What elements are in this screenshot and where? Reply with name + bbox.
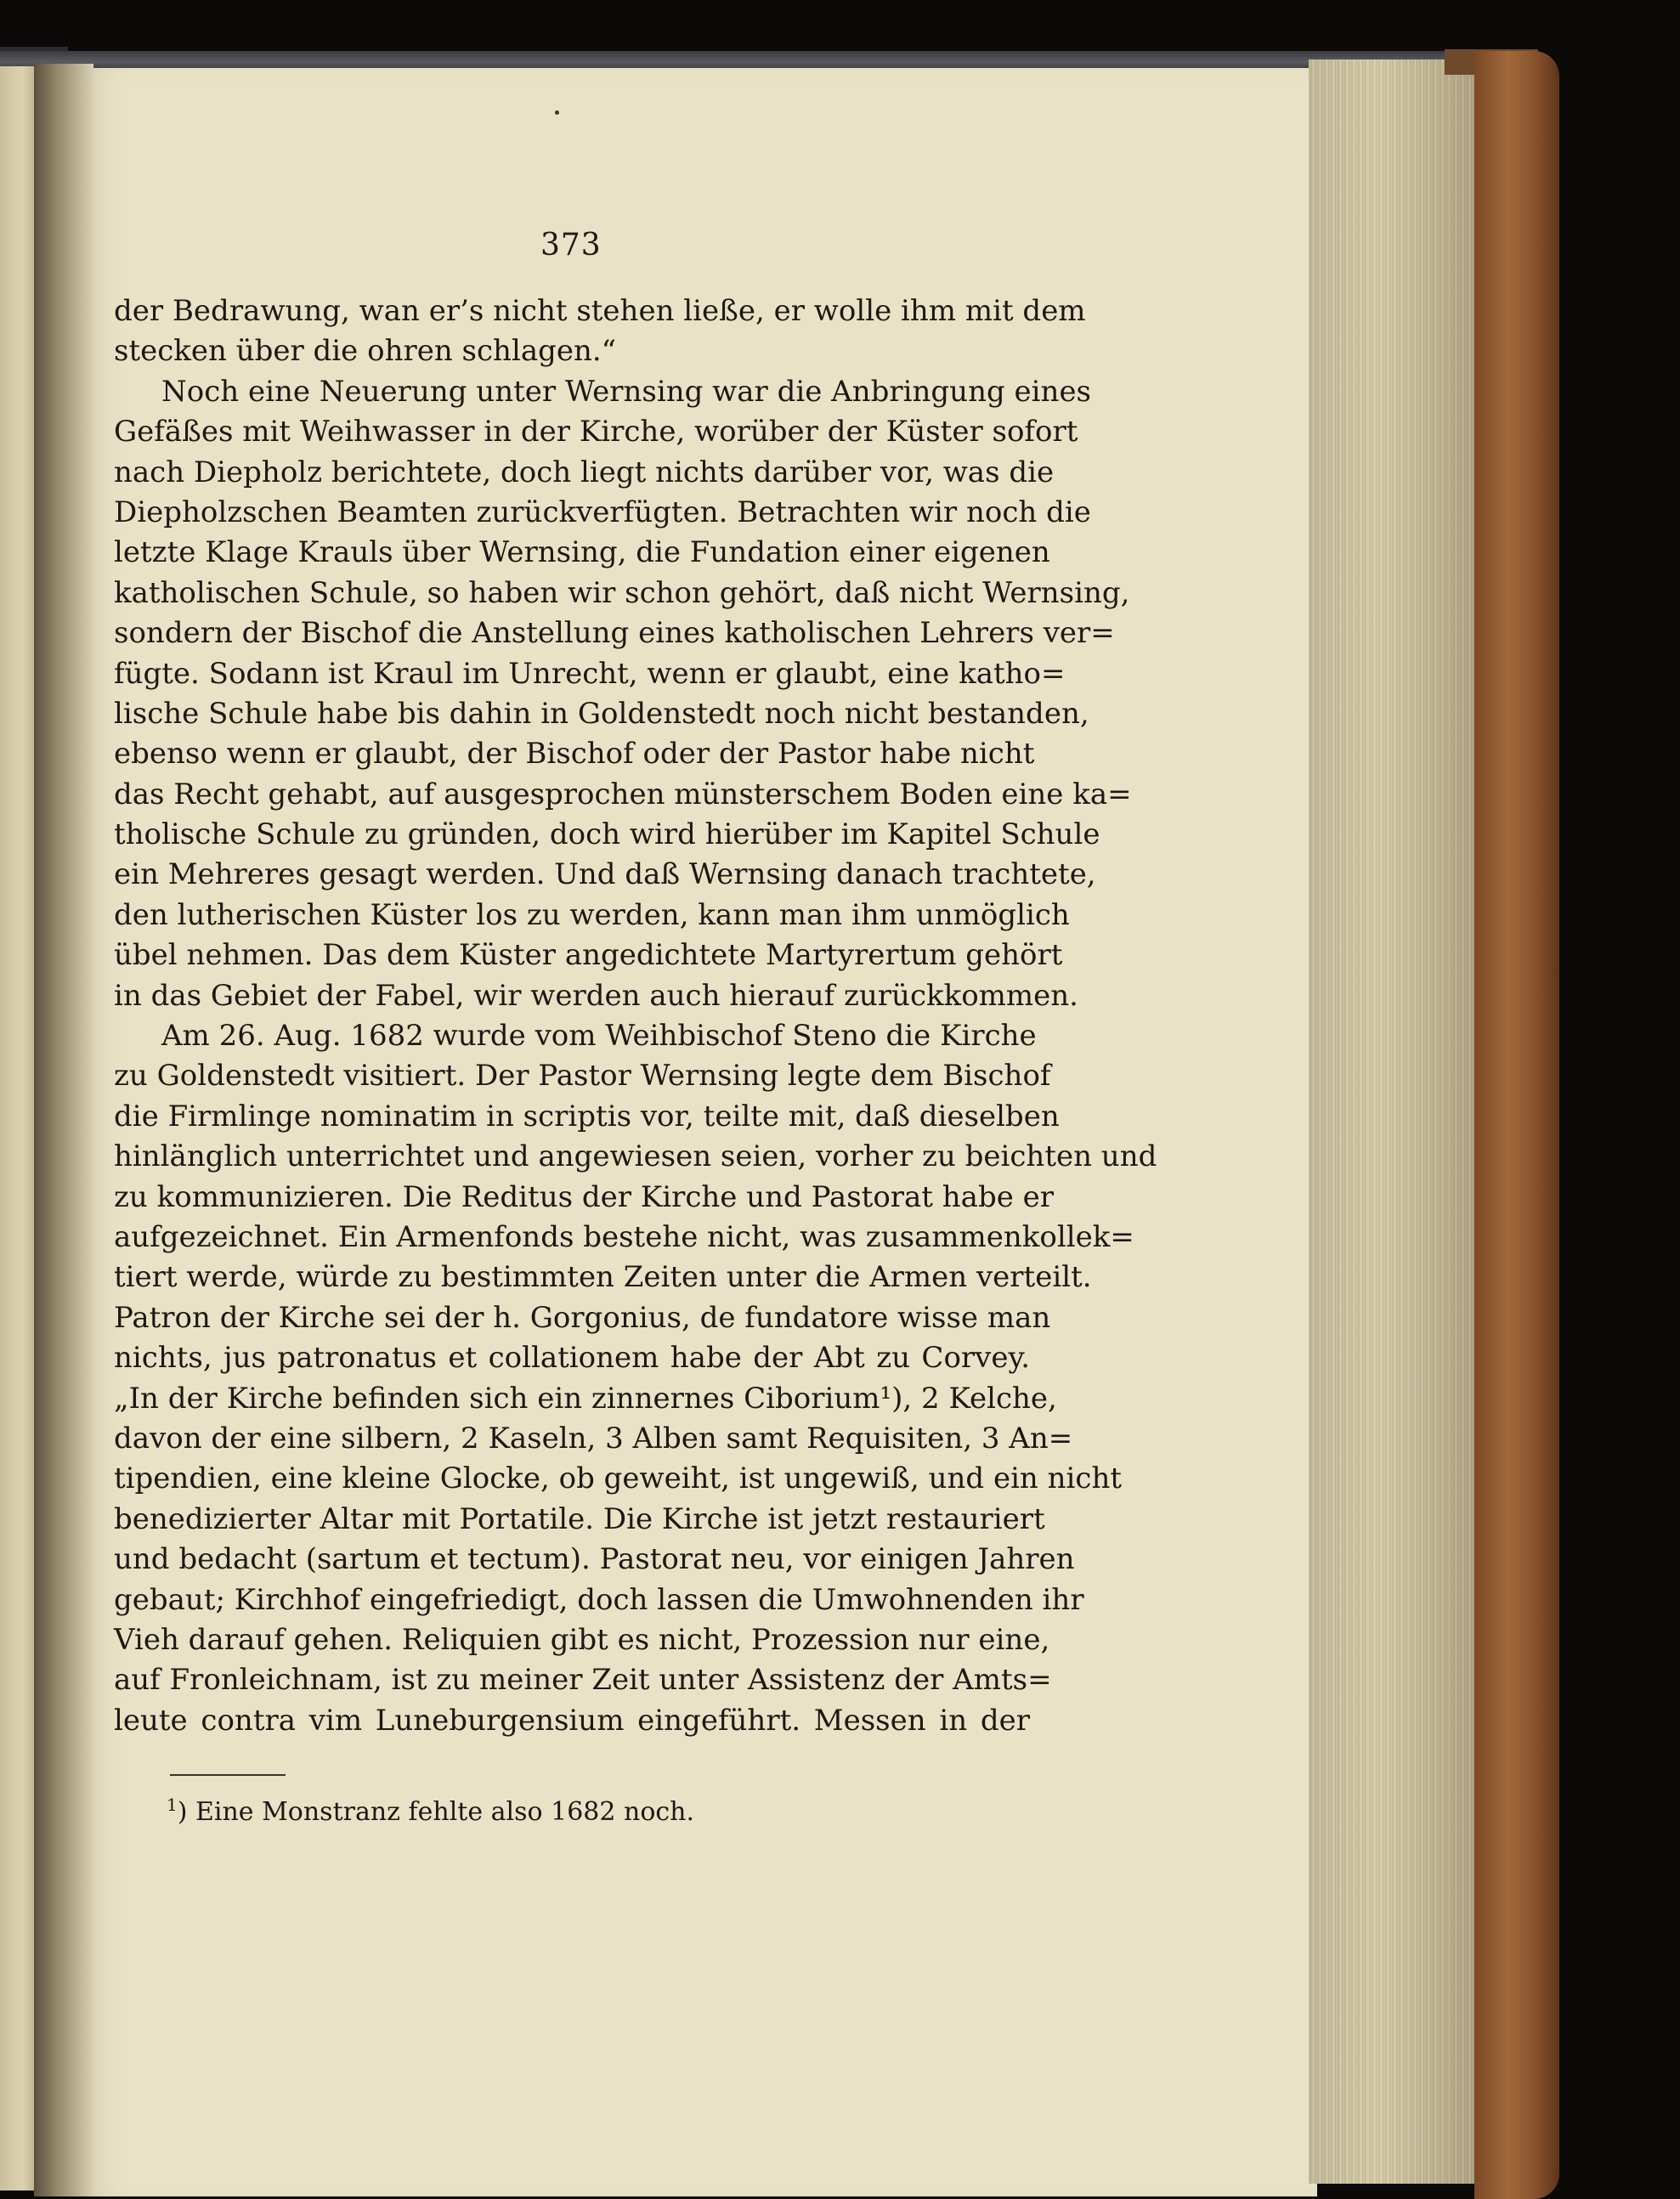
text-line: nichts, jus patronatus et collationem habe der Abt zu Corvey. bbox=[114, 1341, 1030, 1376]
text-line: das Recht gehabt, auf ausgesprochen münsterschem Boden eine ka= bbox=[114, 777, 1132, 811]
text-line: „In der Kirche befinden sich ein zinnernes Ciborium¹), 2 Kelche, bbox=[114, 1381, 1057, 1416]
text-line: lische Schule habe bis dahin in Goldenstedt noch nicht bestanden, bbox=[114, 696, 1089, 731]
text-line: sondern der Bischof die Anstellung eines katholischen Lehrers ver= bbox=[114, 616, 1115, 651]
text-line: Diepholzschen Beamten zurückverfügten. Betrachten wir noch die bbox=[114, 495, 1091, 529]
text-line: und bedacht (sartum et tectum). Pastorat neu, vor einigen Jahren bbox=[114, 1542, 1075, 1577]
page-number: 373 bbox=[540, 228, 602, 263]
text-line: letzte Klage Krauls über Wernsing, die Fundation einer eigenen bbox=[114, 535, 1050, 570]
text-line: ebenso wenn er glaubt, der Bischof oder der Pastor habe nicht bbox=[114, 737, 1035, 772]
footnote bbox=[167, 1795, 694, 1827]
text-line: zu Goldenstedt visitiert. Der Pastor Wernsing legte dem Bischof bbox=[114, 1059, 1051, 1094]
text-line: aufgezeichnet. Ein Armenfonds bestehe nicht, was zusammenkollek= bbox=[114, 1219, 1134, 1254]
text-line: der Bedrawung, wan er’s nicht stehen ließe, er wolle ihm mit dem bbox=[114, 294, 1086, 328]
text-line: nach Diepholz berichtete, doch liegt nichts darüber vor, was die bbox=[114, 455, 1055, 489]
footnote-marker: 1 bbox=[167, 1795, 178, 1815]
ink-dot bbox=[555, 110, 559, 115]
text-line: Am 26. Aug. 1682 wurde vom Weihbischof Steno die Kirche bbox=[161, 1019, 1037, 1054]
footnote-text: ) Eine Monstranz fehlte also 1682 noch. bbox=[177, 1797, 695, 1827]
text-line: tholische Schule zu gründen, doch wird hierüber im Kapitel Schule bbox=[114, 817, 1100, 852]
left-page-sliver bbox=[0, 66, 37, 2191]
page-gutter bbox=[34, 64, 93, 2196]
text-line: stecken über die ohren schlagen.“ bbox=[114, 334, 617, 369]
text-line: hinlänglich unterrichtet und angewiesen seien, vorher zu beichten und bbox=[114, 1139, 1157, 1174]
text-line: zu kommunizieren. Die Reditus der Kirche und Pastorat habe er bbox=[114, 1179, 1055, 1214]
leather-cover bbox=[1474, 51, 1559, 2199]
text-line: auf Fronleichnam, ist zu meiner Zeit unter Assistenz der Amts= bbox=[114, 1663, 1052, 1698]
text-line: tiert werde, würde zu bestimmten Zeiten unter die Armen verteilt. bbox=[114, 1260, 1092, 1295]
text-line: gebaut; Kirchhof eingefriedigt, doch lassen die Umwohnenden ihr bbox=[114, 1582, 1084, 1617]
text-line: den lutherischen Küster los zu werden, kann man ihm unmöglich bbox=[114, 897, 1070, 932]
page-edges-shade bbox=[1309, 59, 1483, 2184]
text-line: davon der eine silbern, 2 Kaseln, 3 Alben samt Requisiten, 3 An= bbox=[114, 1421, 1073, 1456]
text-line: in das Gebiet der Fabel, wir werden auch hierauf zurückkommen. bbox=[114, 978, 1078, 1013]
text-line: übel nehmen. Das dem Küster angedichtete Martyrertum gehört bbox=[114, 938, 1063, 973]
text-line: die Firmlinge nominatim in scriptis vor, teilte mit, daß dieselben bbox=[114, 1099, 1060, 1133]
text-line: tipendien, eine kleine Glocke, ob geweiht, ist ungewiß, und ein nicht bbox=[114, 1461, 1123, 1496]
text-line: Gefäßes mit Weihwasser in der Kirche, worüber der Küster sofort bbox=[114, 415, 1078, 449]
text-line: fügte. Sodann ist Kraul im Unrecht, wenn er glaubt, eine katho= bbox=[114, 656, 1066, 691]
text-line: Noch eine Neuerung unter Wernsing war die Anbringung eines bbox=[161, 374, 1092, 409]
body-text bbox=[114, 291, 1157, 1741]
text-line: ein Mehreres gesagt werden. Und daß Wernsing danach trachtete, bbox=[114, 857, 1096, 892]
text-line: Vieh darauf gehen. Reliquien gibt es nicht, Prozession nur eine, bbox=[114, 1622, 1050, 1657]
text-line: benedizierter Altar mit Portatile. Die Kirche ist jetzt restauriert bbox=[114, 1501, 1045, 1536]
text-line: katholischen Schule, so haben wir schon gehört, daß nicht Wernsing, bbox=[114, 575, 1130, 610]
text-line: leute contra vim Luneburgensium eingeführt. Messen in der bbox=[114, 1703, 1030, 1738]
footnote-rule bbox=[170, 1774, 286, 1776]
text-line: Patron der Kirche sei der h. Gorgonius, de fundatore wisse man bbox=[114, 1300, 1051, 1335]
